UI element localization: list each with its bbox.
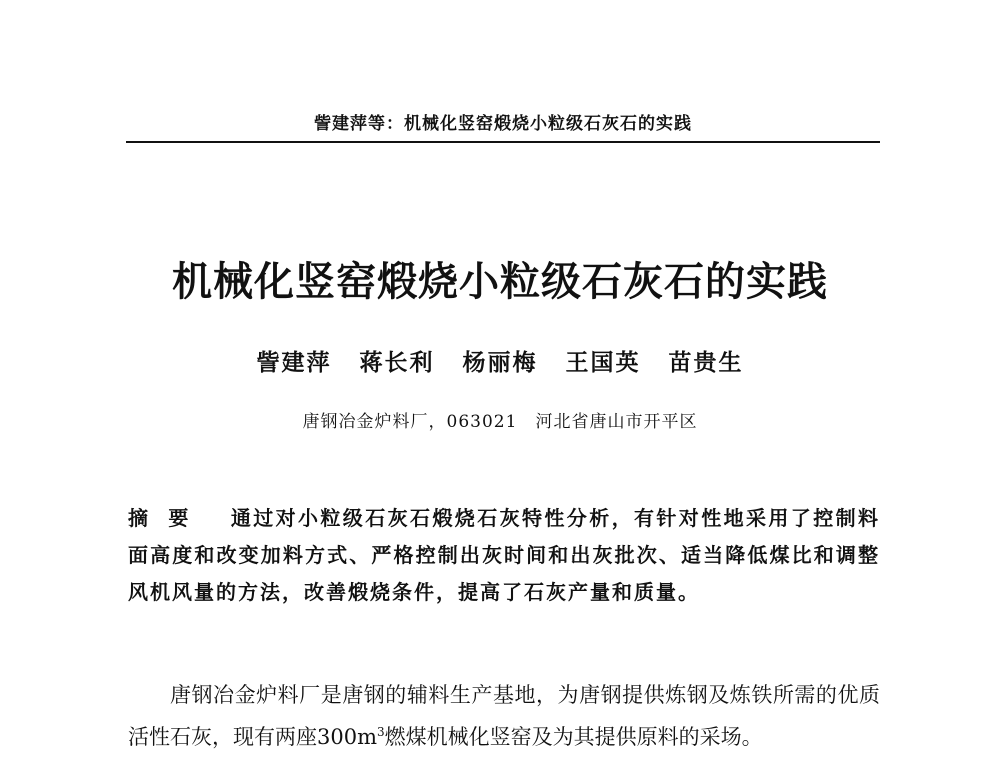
header-rule (126, 141, 880, 143)
author-name: 蒋长利 (359, 349, 435, 376)
body-text (128, 674, 880, 758)
abstract (128, 500, 880, 611)
abstract-text: 通过对小粒级石灰石煅烧石灰特性分析，有针对性地采用了控制料面高度和改变加料方式、严格控制出灰时间和出灰批次、适当降低煤比和调整风机风量的方法，改善煅烧条件，提高了石灰产量和质量。 (128, 506, 881, 604)
author-name: 苗贵生 (668, 349, 744, 376)
body-text-run: 燃煤机械化竖窑及为其提供原料的采场。 (384, 725, 763, 749)
paper-title: 机械化竖窑煅烧小粒级石灰石的实践 (172, 258, 828, 305)
superscript: 3 (377, 725, 385, 739)
author-list (0, 348, 1000, 378)
affiliation: 唐钢冶金炉料厂，063021 河北省唐山市开平区 (302, 412, 698, 432)
running-header: 訾建萍等：机械化竖窑煅烧小粒级石灰石的实践 (314, 114, 692, 134)
body-paragraph (128, 674, 880, 758)
author-name: 杨丽梅 (462, 349, 538, 376)
abstract-label: 摘要 (128, 506, 209, 530)
body-text-run: 唐钢冶金炉料厂是唐钢的辅料生产基地，为唐钢提供炼钢及炼铁所需的优质活性石灰，现有两座300m (128, 683, 880, 749)
author-name: 訾建萍 (256, 349, 332, 376)
author-name: 王国英 (565, 349, 641, 376)
